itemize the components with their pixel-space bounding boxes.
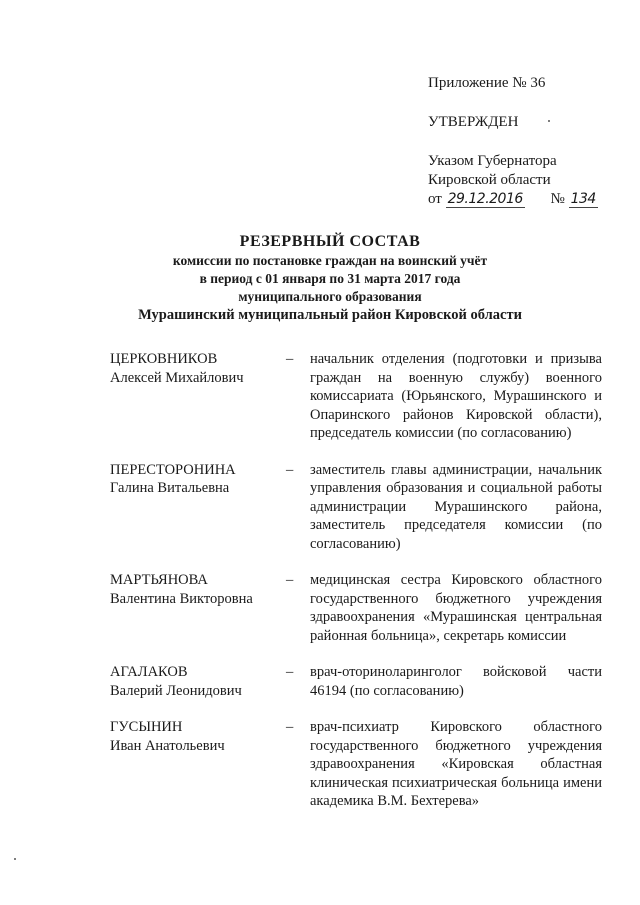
member-given-name: Алексей Михайлович [110, 369, 244, 386]
member-surname: МАРТЬЯНОВА [110, 572, 208, 588]
member-entry [110, 718, 602, 811]
title-line-4: муниципального образования [238, 289, 422, 304]
scan-speck [14, 858, 16, 860]
member-dash: – [286, 719, 294, 735]
date-prefix: от [428, 191, 442, 207]
member-given-name: Иван Анатольевич [110, 737, 225, 754]
member-entry [110, 350, 602, 443]
decree-line-1: Указом Губернатора [428, 153, 557, 169]
member-entry [110, 461, 602, 554]
title-line-5: Мурашинский муниципальный район Кировской области [138, 307, 522, 323]
appendix-label: Приложение № 36 [428, 75, 546, 91]
decree-date-line [428, 190, 628, 209]
members-list [110, 350, 602, 829]
member-dash: – [286, 664, 294, 680]
member-name [110, 663, 286, 700]
member-role: врач-психиатр Кировского областного государственного бюджетного учреждения здравоохранения «Кировская областная клиническая психиатрическая больница имени академика В.М. Бехтерева» [310, 719, 602, 809]
member-entry [110, 571, 602, 645]
member-surname: ЦЕРКОВНИКОВ [110, 351, 218, 367]
member-given-name: Валентина Викторовна [110, 590, 253, 607]
member-dash: – [286, 572, 294, 588]
member-surname: АГАЛАКОВ [110, 664, 188, 680]
title-main: РЕЗЕРВНЫЙ СОСТАВ [239, 233, 421, 250]
decree-line-2: Кировской области [428, 172, 551, 188]
title-line-2: комиссии по постановке граждан на воинский учёт [172, 253, 488, 268]
approval-block [428, 74, 628, 209]
member-given-name: Галина Витальевна [110, 480, 230, 496]
member-name [110, 718, 286, 811]
member-role: врач-оториноларинголог войсковой части 46194 (по согласованию) [310, 664, 602, 699]
member-name [110, 350, 286, 443]
member-name [110, 571, 286, 645]
approved-label: УТВЕРЖДЕН [428, 114, 519, 130]
member-surname: ПЕРЕСТОРОНИНА [110, 461, 236, 478]
member-role: начальник отделения (подготовки и призыва граждан на военную службу) военного комиссариата (Юрьянского, Мурашинского и Опаринского районов Кировской области), председатель комиссии (по согласованию) [310, 351, 602, 441]
member-entry [110, 663, 602, 700]
member-surname: ГУСЫНИН [110, 719, 183, 735]
document-title [60, 232, 600, 325]
member-role: медицинская сестра Кировского областного государственного бюджетного учреждения здравоохранения «Мурашинская центральная районная больница», секретарь комиссии [310, 572, 602, 644]
title-line-3: в период с 01 января по 31 марта 2017 года [199, 271, 461, 286]
member-name [110, 461, 286, 554]
member-role: заместитель главы администрации, начальник управления образования и социальной работы администрации Мурашинского района, заместитель председателя комиссии (по согласованию) [310, 461, 602, 552]
scan-speck [548, 120, 550, 122]
handwritten-date: 29.12.2016 [447, 191, 523, 207]
member-dash: – [286, 461, 294, 478]
member-dash: – [286, 351, 294, 367]
handwritten-number: 134 [570, 191, 596, 207]
number-prefix: № [550, 191, 565, 207]
member-given-name: Валерий Леонидович [110, 682, 242, 699]
